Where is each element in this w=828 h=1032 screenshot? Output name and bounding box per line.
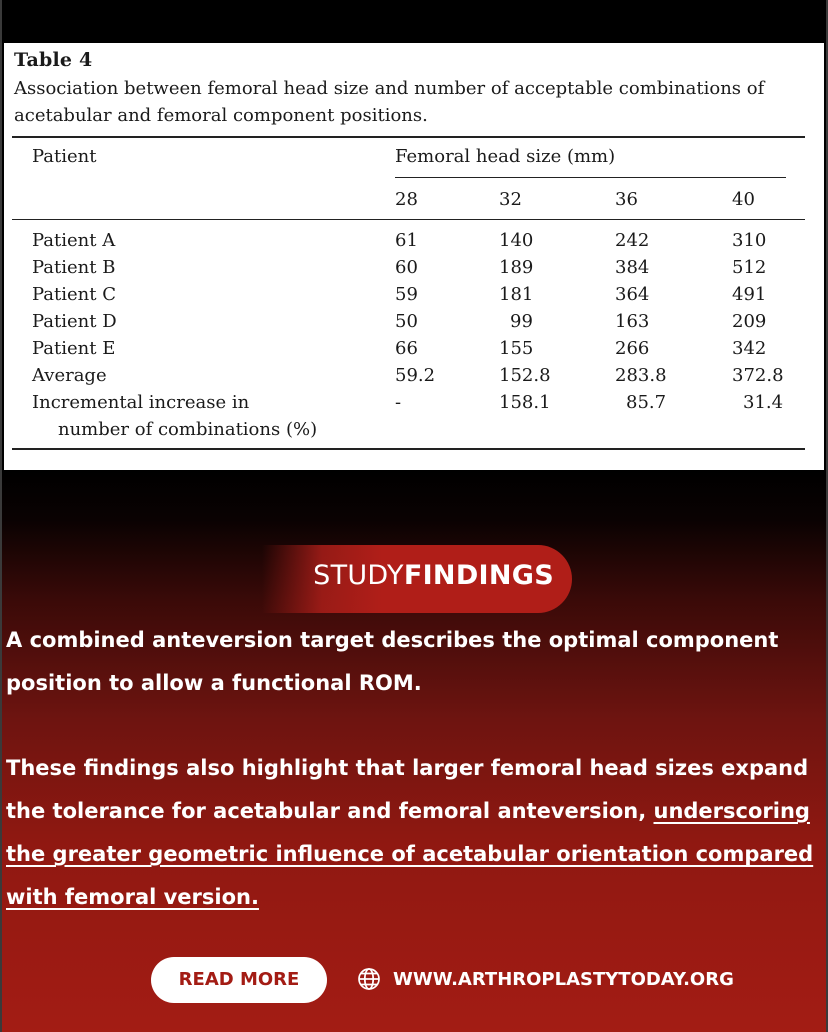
size-header-32: 32 bbox=[499, 189, 522, 210]
row-label: Patient D bbox=[32, 311, 117, 332]
table-cell: 512 bbox=[732, 257, 767, 278]
head-size-group-header: Femoral head size (mm) bbox=[395, 146, 616, 167]
row-label: Incremental increase in bbox=[32, 392, 250, 413]
frame-left-border bbox=[0, 0, 2, 1032]
row-label: Patient C bbox=[32, 284, 116, 305]
paragraph-2-underlined: underscoring the greater geometric influence of acetabular orientation compared with femoral version. bbox=[6, 799, 814, 909]
size-header-28: 28 bbox=[395, 189, 418, 210]
table-cell: 189 bbox=[499, 257, 534, 278]
table-cell: 50 bbox=[395, 311, 418, 332]
table-cell: 99 bbox=[510, 311, 533, 332]
table-caption: Association between femoral head size and number of acceptable combinations of acetabular and femoral component positions. bbox=[14, 78, 765, 126]
findings-paragraph-1: A combined anteversion target describes the optimal component position to allow a functional ROM. bbox=[6, 628, 779, 695]
row-label: Patient A bbox=[32, 230, 116, 251]
group-header-rule bbox=[395, 177, 786, 178]
table-cell: 181 bbox=[499, 284, 534, 305]
table-cell: 491 bbox=[732, 284, 767, 305]
table-cell: 384 bbox=[615, 257, 650, 278]
table-cell: 163 bbox=[615, 311, 650, 332]
table-bottom-rule bbox=[12, 448, 805, 450]
row-label: Patient E bbox=[32, 338, 116, 359]
table-cell: 66 bbox=[395, 338, 418, 359]
table-cell: 158.1 bbox=[499, 392, 551, 413]
table-cell: 266 bbox=[615, 338, 650, 359]
table-cell: 152.8 bbox=[499, 365, 551, 386]
table-cell: 242 bbox=[615, 230, 650, 251]
row-label: Average bbox=[32, 365, 107, 386]
table-cell: 155 bbox=[499, 338, 534, 359]
paragraph-2-text: These findings also highlight that larger femoral head sizes expand the tolerance for acetabular and femoral anteversion, bbox=[6, 756, 809, 823]
table-cell: 283.8 bbox=[615, 365, 667, 386]
table-top-rule bbox=[12, 136, 805, 138]
table-cell: - bbox=[395, 392, 402, 413]
table-title: Table 4 bbox=[14, 49, 93, 71]
website-url: WWW.ARTHROPLASTYTODAY.ORG bbox=[393, 968, 734, 990]
size-header-40: 40 bbox=[732, 189, 755, 210]
study-findings-banner bbox=[262, 545, 572, 613]
table-header-rule bbox=[12, 219, 805, 220]
row-label-continued: number of combinations (%) bbox=[58, 419, 318, 440]
table-cell: 59 bbox=[395, 284, 418, 305]
table-cell: 60 bbox=[395, 257, 418, 278]
banner-bold: FINDINGS bbox=[403, 560, 554, 591]
table-cell: 342 bbox=[732, 338, 767, 359]
table-cell: 59.2 bbox=[395, 365, 436, 386]
size-header-36: 36 bbox=[615, 189, 638, 210]
banner-light: STUDY bbox=[313, 560, 404, 591]
table-cell: 364 bbox=[615, 284, 650, 305]
website-link[interactable] bbox=[357, 967, 734, 991]
banner-text bbox=[313, 560, 554, 591]
globe-icon bbox=[357, 967, 381, 991]
table-cell: 209 bbox=[732, 311, 767, 332]
table-cell: 140 bbox=[499, 230, 534, 251]
read-more-button[interactable]: READ MORE bbox=[151, 957, 327, 1003]
table-cell: 85.7 bbox=[626, 392, 667, 413]
table-cell: 31.4 bbox=[743, 392, 784, 413]
row-label: Patient B bbox=[32, 257, 116, 278]
table-cell: 310 bbox=[732, 230, 767, 251]
patient-column-header: Patient bbox=[32, 146, 97, 167]
table-cell: 372.8 bbox=[732, 365, 784, 386]
table-panel bbox=[4, 43, 824, 470]
findings-paragraph-2 bbox=[6, 747, 822, 919]
table-cell: 61 bbox=[395, 230, 418, 251]
